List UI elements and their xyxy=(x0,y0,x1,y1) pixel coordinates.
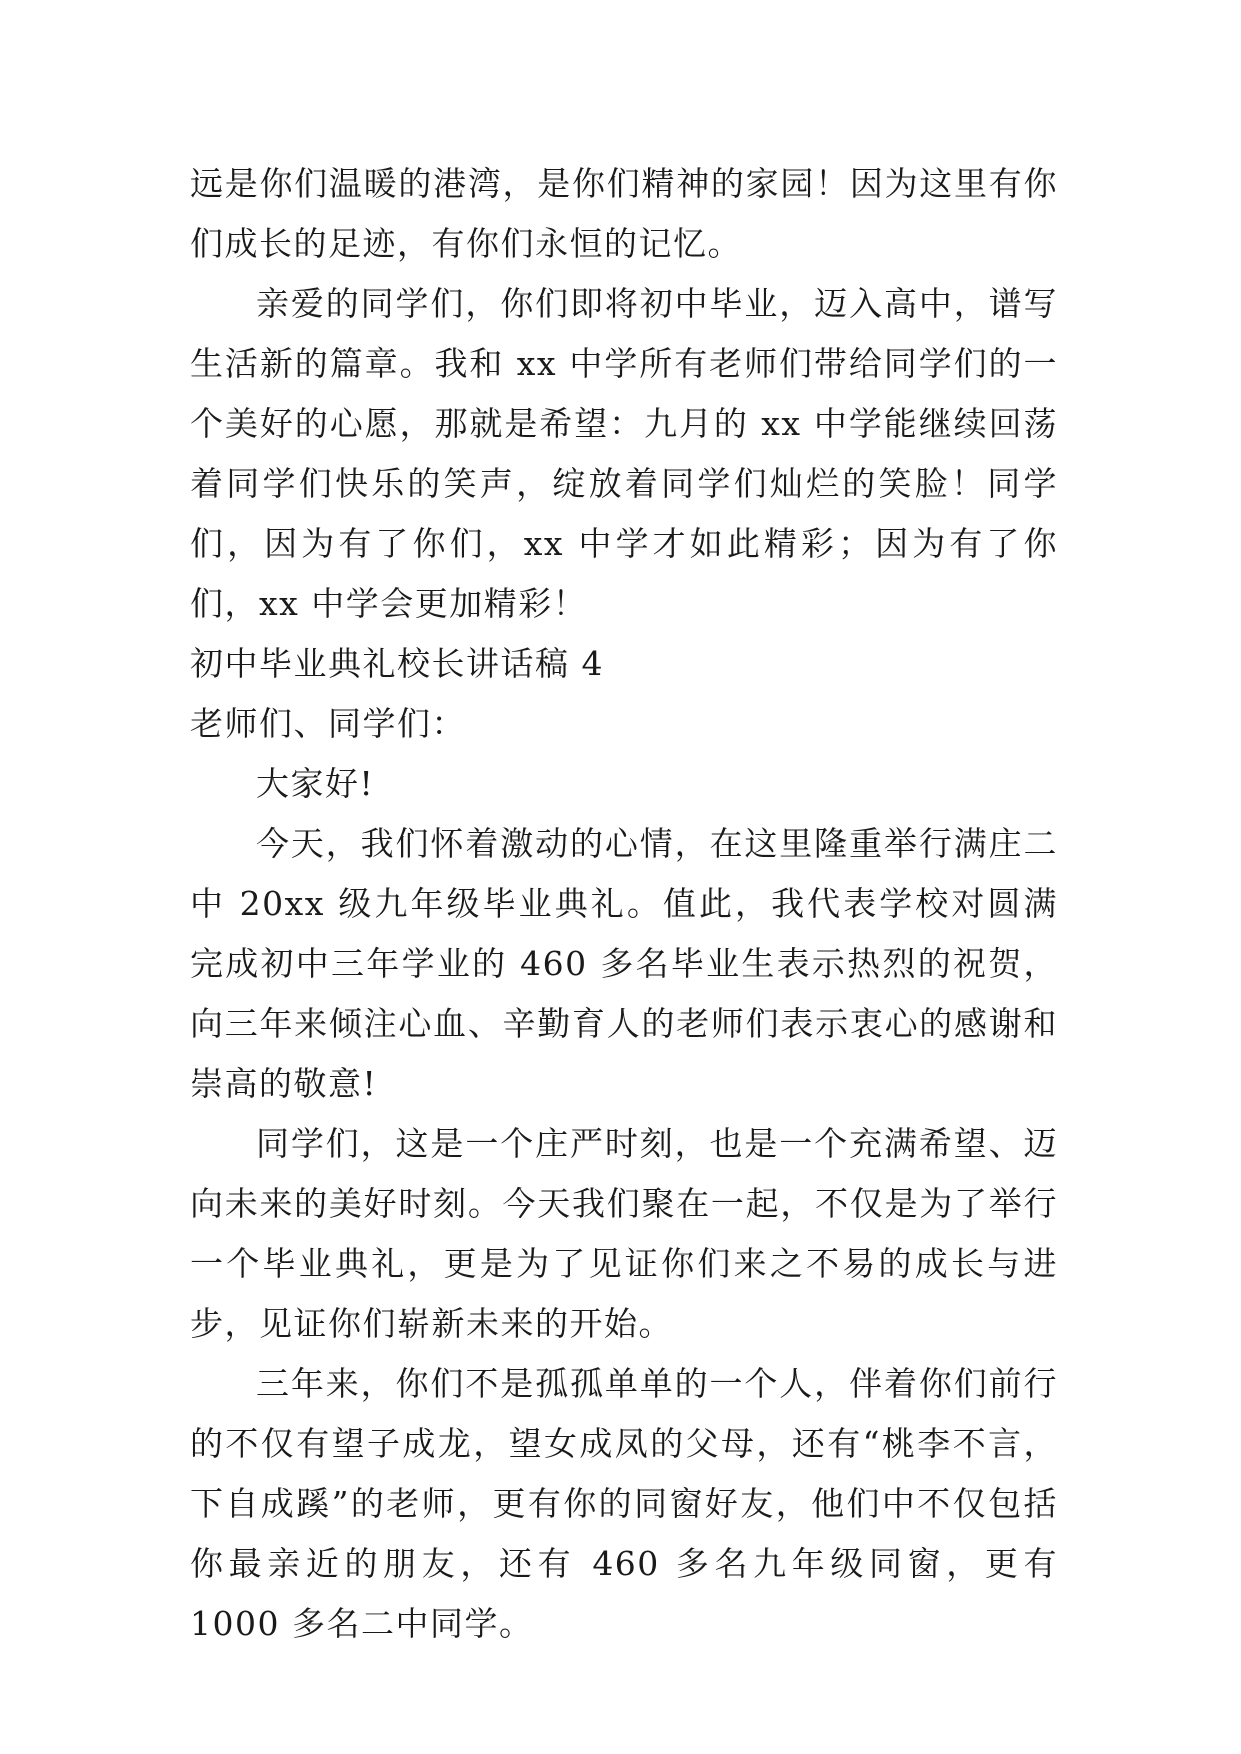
paragraph: 三年来，你们不是孤孤单单的一个人，伴着你们前行的不仅有望子成龙，望女成凤的父母，还有“桃李不言，下自成蹊”的老师，更有你的同窗好友，他们中不仅包括你最亲近的朋友，还有 460 多名九年级同窗，更有 1000 多名二中同学。 xyxy=(190,1364,1058,1643)
paragraph-continued: 远是你们温暖的港湾，是你们精神的家园！因为这里有你们成长的足迹，有你们永恒的记忆。 xyxy=(190,164,1058,263)
paragraph: 今天，我们怀着激动的心情，在这里隆重举行满庄二中 20xx 级九年级毕业典礼。值此，我代表学校对圆满完成初中三年学业的 460 多名毕业生表示热烈的祝贺，向三年来倾注心血、辛勤育人的老师们表示衷心的感谢和崇高的敬意! xyxy=(190,824,1058,1103)
salutation: 老师们、同学们： xyxy=(190,704,466,743)
paragraph: 亲爱的同学们，你们即将初中毕业，迈入高中，谱写生活新的篇章。我和 xx 中学所有老师们带给同学们的一个美好的心愿，那就是希望：九月的 xx 中学能继续回荡着同学们快乐的笑声，绽放着同学们灿烂的笑脸！同学们，因为有了你们，xx 中学才如此精彩；因为有了你们，xx 中学会更加精彩！ xyxy=(190,284,1058,623)
paragraph: 同学们，这是一个庄严时刻，也是一个充满希望、迈向未来的美好时刻。今天我们聚在一起，不仅是为了举行一个毕业典礼，更是为了见证你们来之不易的成长与进步，见证你们崭新未来的开始。 xyxy=(190,1124,1058,1343)
greeting: 大家好! xyxy=(256,764,375,803)
document-body xyxy=(190,154,1058,1654)
section-title: 初中毕业典礼校长讲话稿 4 xyxy=(190,644,604,683)
